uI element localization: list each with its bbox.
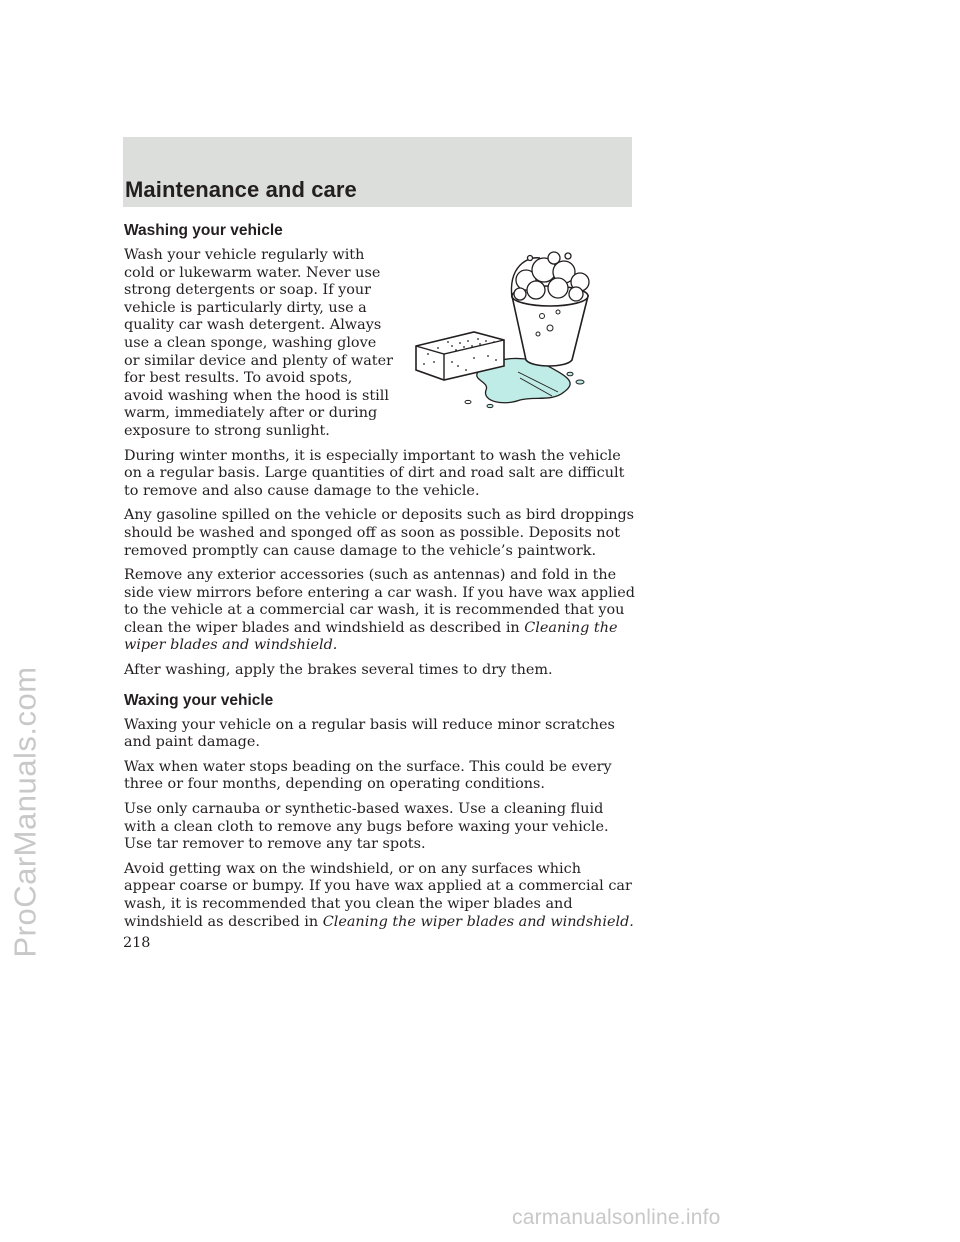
washing-winter-paragraph: During winter months, it is especially important to wash the vehicle on a regular basis. Large quantities of dirt and road salt are difficult to remove and also cause damage to the vehicle. [124,447,625,499]
intro-line: vehicle is particularly dirty, use a [124,299,367,316]
waxing-regular-paragraph: Waxing your vehicle on a regular basis will reduce minor scratches and paint damage. [124,716,615,751]
washing-deposits-paragraph: Any gasoline spilled on the vehicle or deposits such as bird droppings should be washed and sponged off as soon as possible. Deposits not removed promptly can cause damage to the vehicle’s paintwork. [124,507,635,559]
section-title: Maintenance and care [125,177,357,202]
intro-line: exposure to strong sunlight. [124,422,330,439]
washing-brakes-paragraph: After washing, apply the brakes several times to dry them. [124,662,553,679]
cross-reference: Cleaning the wiper blades and windshield. [322,913,634,930]
paragraph-text: Avoid getting wax on the windshield, or on any surfaces which appear coarse or bumpy. If you have wax applied at a commercial car wash, it is recommended that you clean the wiper blades and windshield as described in [124,860,632,930]
intro-line: strong detergents or soap. If your [124,282,372,299]
cross-reference: Cleaning the wiper blades and windshield. [124,619,618,654]
page-content [124,222,636,938]
intro-line: use a clean sponge, washing glove [124,334,377,351]
intro-line: for best results. To avoid spots, [124,370,353,387]
washing-intro [124,247,394,441]
waxing-heading: Waxing your vehicle [124,691,274,709]
washing-accessories-paragraph [124,567,636,655]
intro-line: or similar device and plenty of water [124,352,393,369]
washing-heading: Washing your vehicle [124,222,283,239]
intro-line: Wash your vehicle regularly with [124,247,365,263]
side-watermark-text: ProCarManuals.com [8,666,44,958]
intro-line: quality car wash detergent. Always [124,317,382,334]
side-watermark [4,512,48,1112]
paragraph-text: Remove any exterior accessories (such as antennas) and fold in the side view mirrors before entering a car wash. If you have wax applied to the vehicle at a commercial car wash, it is recommended that you clean the wiper blades and windshield as described in [124,567,636,636]
intro-line: cold or lukewarm water. Never use [124,264,381,281]
section-header-band [123,137,632,207]
page-number: 218 [123,935,151,951]
intro-line: avoid washing when the hood is still [124,387,389,404]
waxing-products-paragraph: Use only carnauba or synthetic-based waxes. Use a cleaning fluid with a clean cloth to remove any bugs before waxing your vehicle. Use tar remover to remove any tar spots. [124,801,609,853]
waxing-windshield-paragraph [124,861,636,931]
bottom-watermark: carmanualsonline.info [512,1206,721,1229]
waxing-frequency-paragraph: Wax when water stops beading on the surface. This could be every three or four months, depending on operating conditions. [124,758,612,793]
intro-line: warm, immediately after or during [124,405,378,422]
